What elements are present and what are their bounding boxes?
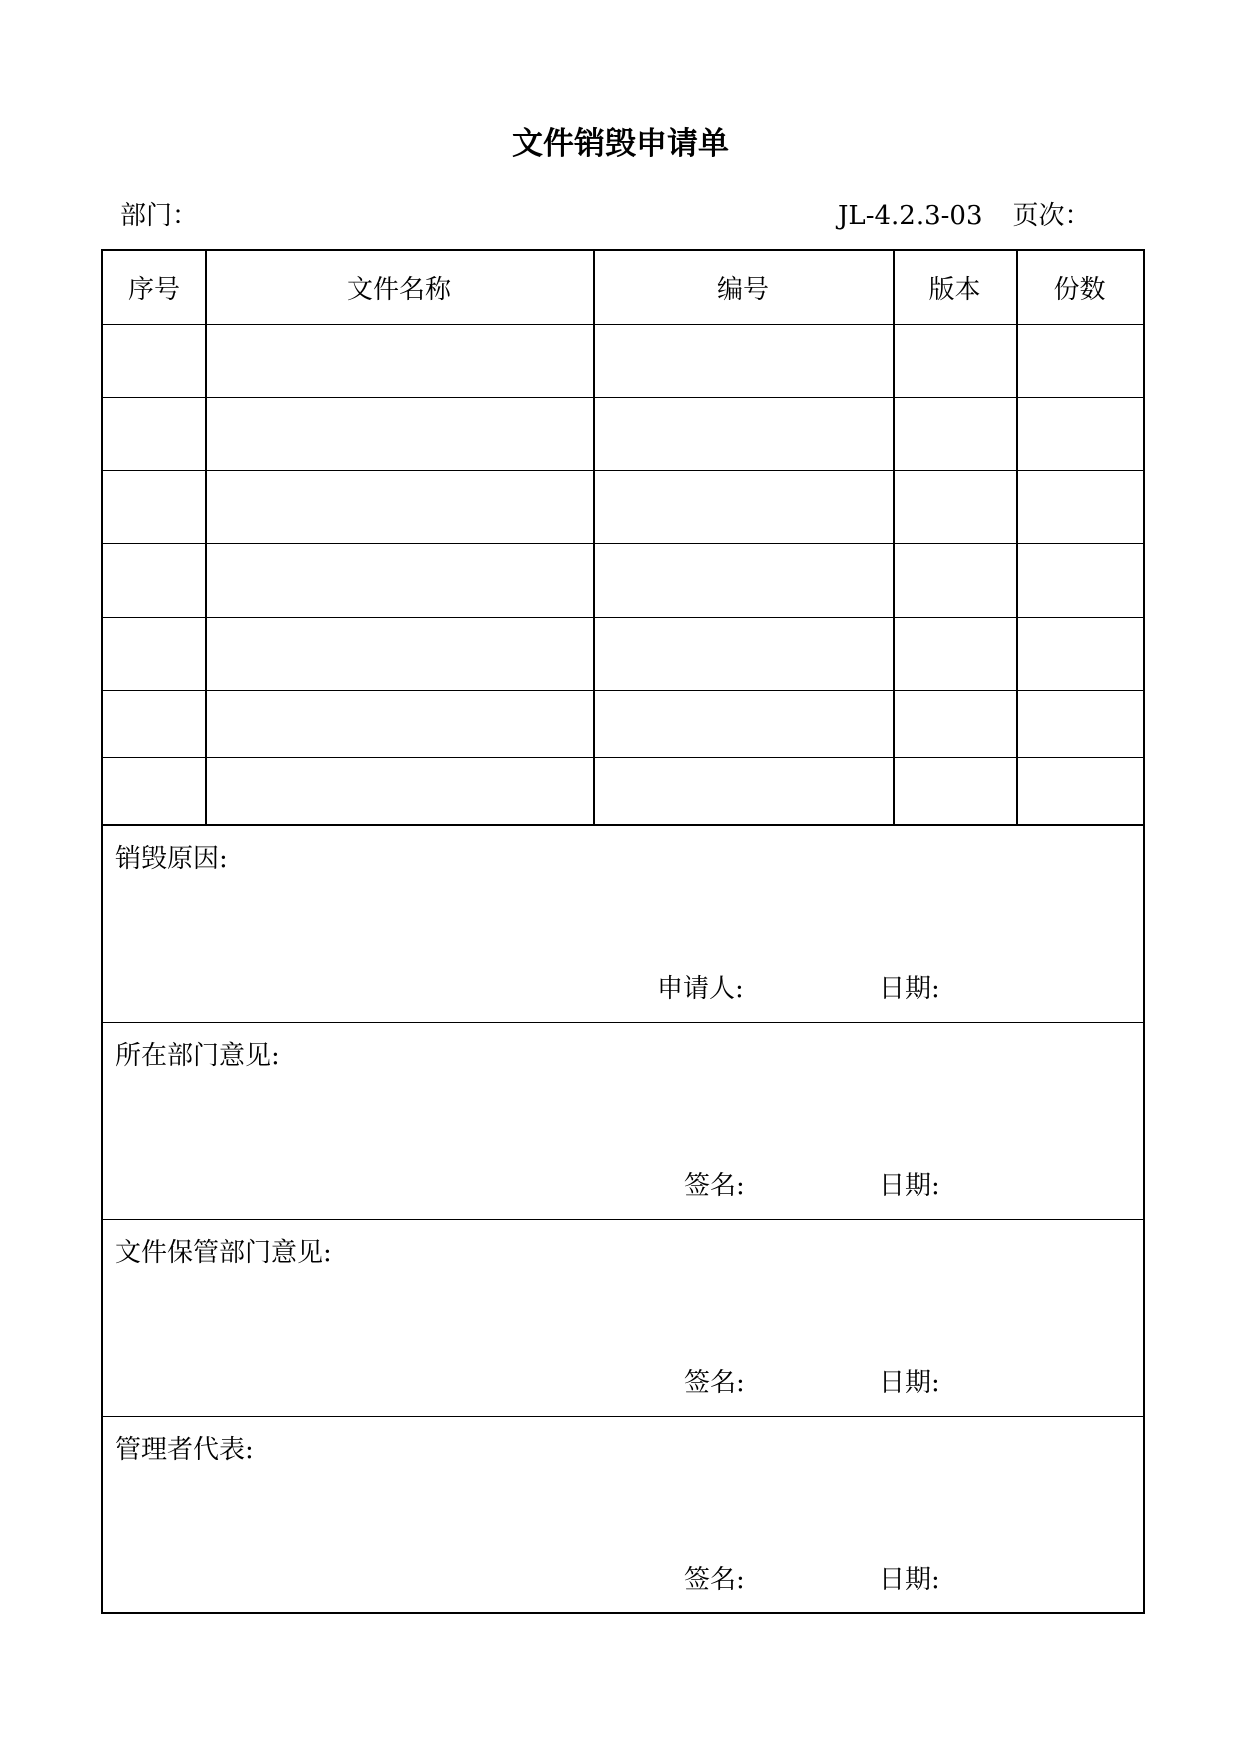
section-custodian-opinion[interactable] xyxy=(103,1219,1143,1416)
date-label: 日期: xyxy=(879,1171,940,1201)
header-file-name: 文件名称 xyxy=(346,275,451,305)
table-cell[interactable] xyxy=(205,617,593,690)
table-cell[interactable] xyxy=(593,543,893,617)
table-cell[interactable] xyxy=(205,397,593,470)
table-cell[interactable] xyxy=(1016,543,1143,617)
page-title: 文件销毁申请单 xyxy=(512,126,729,162)
table-cell[interactable] xyxy=(103,324,205,397)
signature-label: 签名: xyxy=(684,1565,745,1595)
document-meta xyxy=(838,198,1091,234)
signature-label: 签名: xyxy=(684,1171,745,1201)
table-cell[interactable] xyxy=(103,617,205,690)
header-file-number: 编号 xyxy=(716,275,769,305)
section-label: 所在部门意见: xyxy=(115,1041,280,1071)
page-number-label: 页次： xyxy=(1012,201,1091,231)
table-cell[interactable] xyxy=(205,543,593,617)
table-cell[interactable] xyxy=(893,617,1016,690)
table-cell[interactable] xyxy=(205,470,593,543)
section-destruction-reason[interactable] xyxy=(103,825,1143,1022)
date-label: 日期: xyxy=(879,1368,940,1398)
table-cell[interactable] xyxy=(593,470,893,543)
section-management-representative[interactable] xyxy=(103,1416,1143,1612)
table-cell[interactable] xyxy=(103,470,205,543)
table-cell[interactable] xyxy=(1016,397,1143,470)
table-cell[interactable] xyxy=(593,324,893,397)
section-label: 管理者代表: xyxy=(115,1435,254,1465)
table-cell[interactable] xyxy=(593,617,893,690)
table-cell[interactable] xyxy=(893,543,1016,617)
date-label: 日期: xyxy=(879,974,940,1004)
table-cell[interactable] xyxy=(893,757,1016,824)
section-department-opinion[interactable] xyxy=(103,1022,1143,1219)
table-cell[interactable] xyxy=(893,397,1016,470)
table-cell[interactable] xyxy=(893,470,1016,543)
table-cell[interactable] xyxy=(103,757,205,824)
department-label: 部门： xyxy=(120,201,199,231)
table-cell[interactable] xyxy=(103,690,205,757)
signature-label: 签名: xyxy=(684,1368,745,1398)
header-copies: 份数 xyxy=(1053,275,1106,305)
table-cell[interactable] xyxy=(593,397,893,470)
section-label: 销毁原因: xyxy=(115,844,228,874)
table-cell[interactable] xyxy=(1016,690,1143,757)
table-cell[interactable] xyxy=(103,397,205,470)
table-cell[interactable] xyxy=(893,690,1016,757)
destruction-form xyxy=(101,249,1145,1614)
table-cell[interactable] xyxy=(205,324,593,397)
table-cell[interactable] xyxy=(205,757,593,824)
table-cell[interactable] xyxy=(593,690,893,757)
header-serial-number: 序号 xyxy=(127,275,180,305)
table-cell[interactable] xyxy=(893,324,1016,397)
table-cell[interactable] xyxy=(1016,757,1143,824)
section-label: 文件保管部门意见: xyxy=(115,1238,332,1268)
table-cell[interactable] xyxy=(1016,617,1143,690)
document-code: JL-4.2.3-03 xyxy=(838,201,983,231)
table-cell[interactable] xyxy=(593,757,893,824)
date-label: 日期: xyxy=(879,1565,940,1595)
table-cell[interactable] xyxy=(205,690,593,757)
signature-label: 申请人: xyxy=(657,974,744,1004)
table-cell[interactable] xyxy=(103,543,205,617)
table-cell[interactable] xyxy=(1016,324,1143,397)
table-cell[interactable] xyxy=(1016,470,1143,543)
header-version: 版本 xyxy=(928,275,981,305)
